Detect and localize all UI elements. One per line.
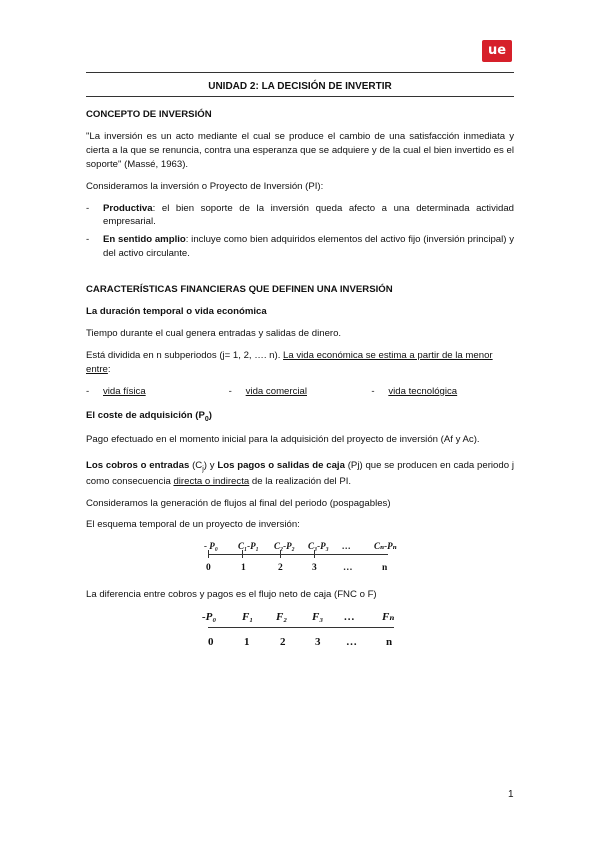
page-title: UNIDAD 2: LA DECISIÓN DE INVERTIR — [208, 81, 392, 92]
vida-label: vida tecnológica — [388, 385, 458, 397]
list-item — [371, 385, 514, 399]
dash-bullet: - — [86, 202, 90, 214]
period-number: 3 — [312, 563, 317, 574]
scheme-label: F₁ — [242, 611, 254, 624]
timeline — [208, 627, 394, 628]
period-number: 0 — [208, 636, 214, 649]
scheme-label: … — [342, 541, 351, 552]
vida-label: vida física — [103, 385, 146, 397]
duracion-paragraph: Tiempo durante el cual genera entradas y salidas de dinero. — [86, 327, 342, 339]
cobros-paragraph: Los cobros o entradas $(C_j)$ y Los pagos o salidas de caja (Pj) que se producen en cada periodo j como consecuencia directa o indirecta de la realización del PI. — [86, 459, 514, 487]
timeline-tick — [314, 550, 315, 558]
cash-flow-scheme — [86, 540, 514, 580]
period-number: … — [343, 563, 353, 574]
document-body — [86, 108, 514, 662]
scheme-label: F₂ — [276, 611, 288, 624]
period-number: n — [382, 563, 388, 574]
subheading-coste: El coste de adquisición $(P_0)$ — [86, 409, 212, 423]
list-item — [86, 385, 229, 399]
timeline-tick — [208, 550, 209, 558]
period-number: 3 — [315, 636, 321, 649]
scheme-label: F₃ — [312, 611, 324, 624]
investment-types-list — [86, 202, 514, 262]
flujos-paragraph: Consideramos la generación de flujos al final del periodo (pospagables) — [86, 497, 391, 509]
dash-bullet: - — [86, 234, 90, 246]
dash-bullet: - — [86, 385, 90, 397]
esquema-paragraph: El esquema temporal de un proyecto de inversión: — [86, 519, 300, 531]
top-rule — [86, 72, 514, 73]
dash-bullet: - — [371, 385, 375, 397]
subheading-duracion: La duración temporal o vida económica — [86, 306, 267, 318]
scheme-label: … — [344, 611, 355, 624]
period-number: 1 — [244, 636, 250, 649]
list-item — [229, 385, 372, 399]
period-number: … — [346, 636, 357, 649]
vida-label: vida comercial — [245, 385, 307, 397]
term: En sentido amplio — [103, 234, 186, 246]
vida-economica-underlined: La vida económica se estima a partir de la menor entre — [86, 349, 493, 375]
subperiodos-text: Está dividida en n subperiodos (j= 1, 2, …. n). — [86, 349, 284, 361]
period-number: 2 — [280, 636, 286, 649]
term: Productiva — [103, 202, 153, 214]
quote-paragraph: "La inversión es un acto mediante el cual se produce el cambio de una satisfacción inmediata y cierta a la que se renuncia, contra una esperanza que se adquiere y de la cual el bien invertido es el soporte" (Massé, 1963). — [86, 130, 514, 170]
intro-paragraph: Consideramos la inversión o Proyecto de Inversión (PI): — [86, 180, 324, 192]
vidas-list — [86, 385, 514, 399]
timeline-tick — [280, 550, 281, 558]
net-flow-scheme — [86, 610, 514, 656]
period-number: n — [386, 636, 393, 649]
title-rule — [86, 96, 514, 97]
timeline — [208, 554, 388, 555]
period-number: 1 — [241, 563, 246, 574]
scheme-label: C₁-P₁ — [238, 541, 259, 552]
scheme-label: C₃-P₃ — [308, 541, 329, 552]
university-logo: ue — [482, 40, 512, 62]
colon: : — [107, 363, 111, 375]
term-description: : incluye como bien adquiridos elementos del activo fijo (inversión principal) y del activo circulante. — [103, 234, 515, 260]
section-heading-concepto: CONCEPTO DE INVERSIÓN — [86, 109, 212, 120]
section-heading-caracteristicas: CARACTERÍSTICAS FINANCIERAS QUE DEFINEN UNA INVERSIÓN — [86, 284, 393, 296]
dash-bullet: - — [228, 385, 232, 397]
scheme-label: -P₀ — [202, 611, 217, 624]
scheme-label: C₂-P₂ — [274, 541, 295, 552]
period-number: 0 — [206, 563, 211, 574]
scheme-label: Fₙ — [382, 611, 395, 624]
term-description: : el bien soporte de la inversión queda afecto a una determinada actividad empresarial. — [103, 202, 514, 228]
page-number: 1 — [508, 789, 514, 800]
scheme-label: - P₀ — [204, 541, 218, 552]
scheme-label: Cₙ-Pₙ — [374, 541, 397, 552]
list-item — [86, 233, 514, 261]
list-item — [86, 202, 514, 230]
diferencia-paragraph: La diferencia entre cobros y pagos es el flujo neto de caja (FNC o F) — [86, 589, 377, 601]
period-number: 2 — [278, 563, 283, 574]
subperiodos-paragraph — [86, 349, 514, 377]
timeline-tick — [242, 550, 243, 558]
coste-paragraph: Pago efectuado en el momento inicial para la adquisición del proyecto de inversión (Af y Ac). — [86, 433, 480, 445]
